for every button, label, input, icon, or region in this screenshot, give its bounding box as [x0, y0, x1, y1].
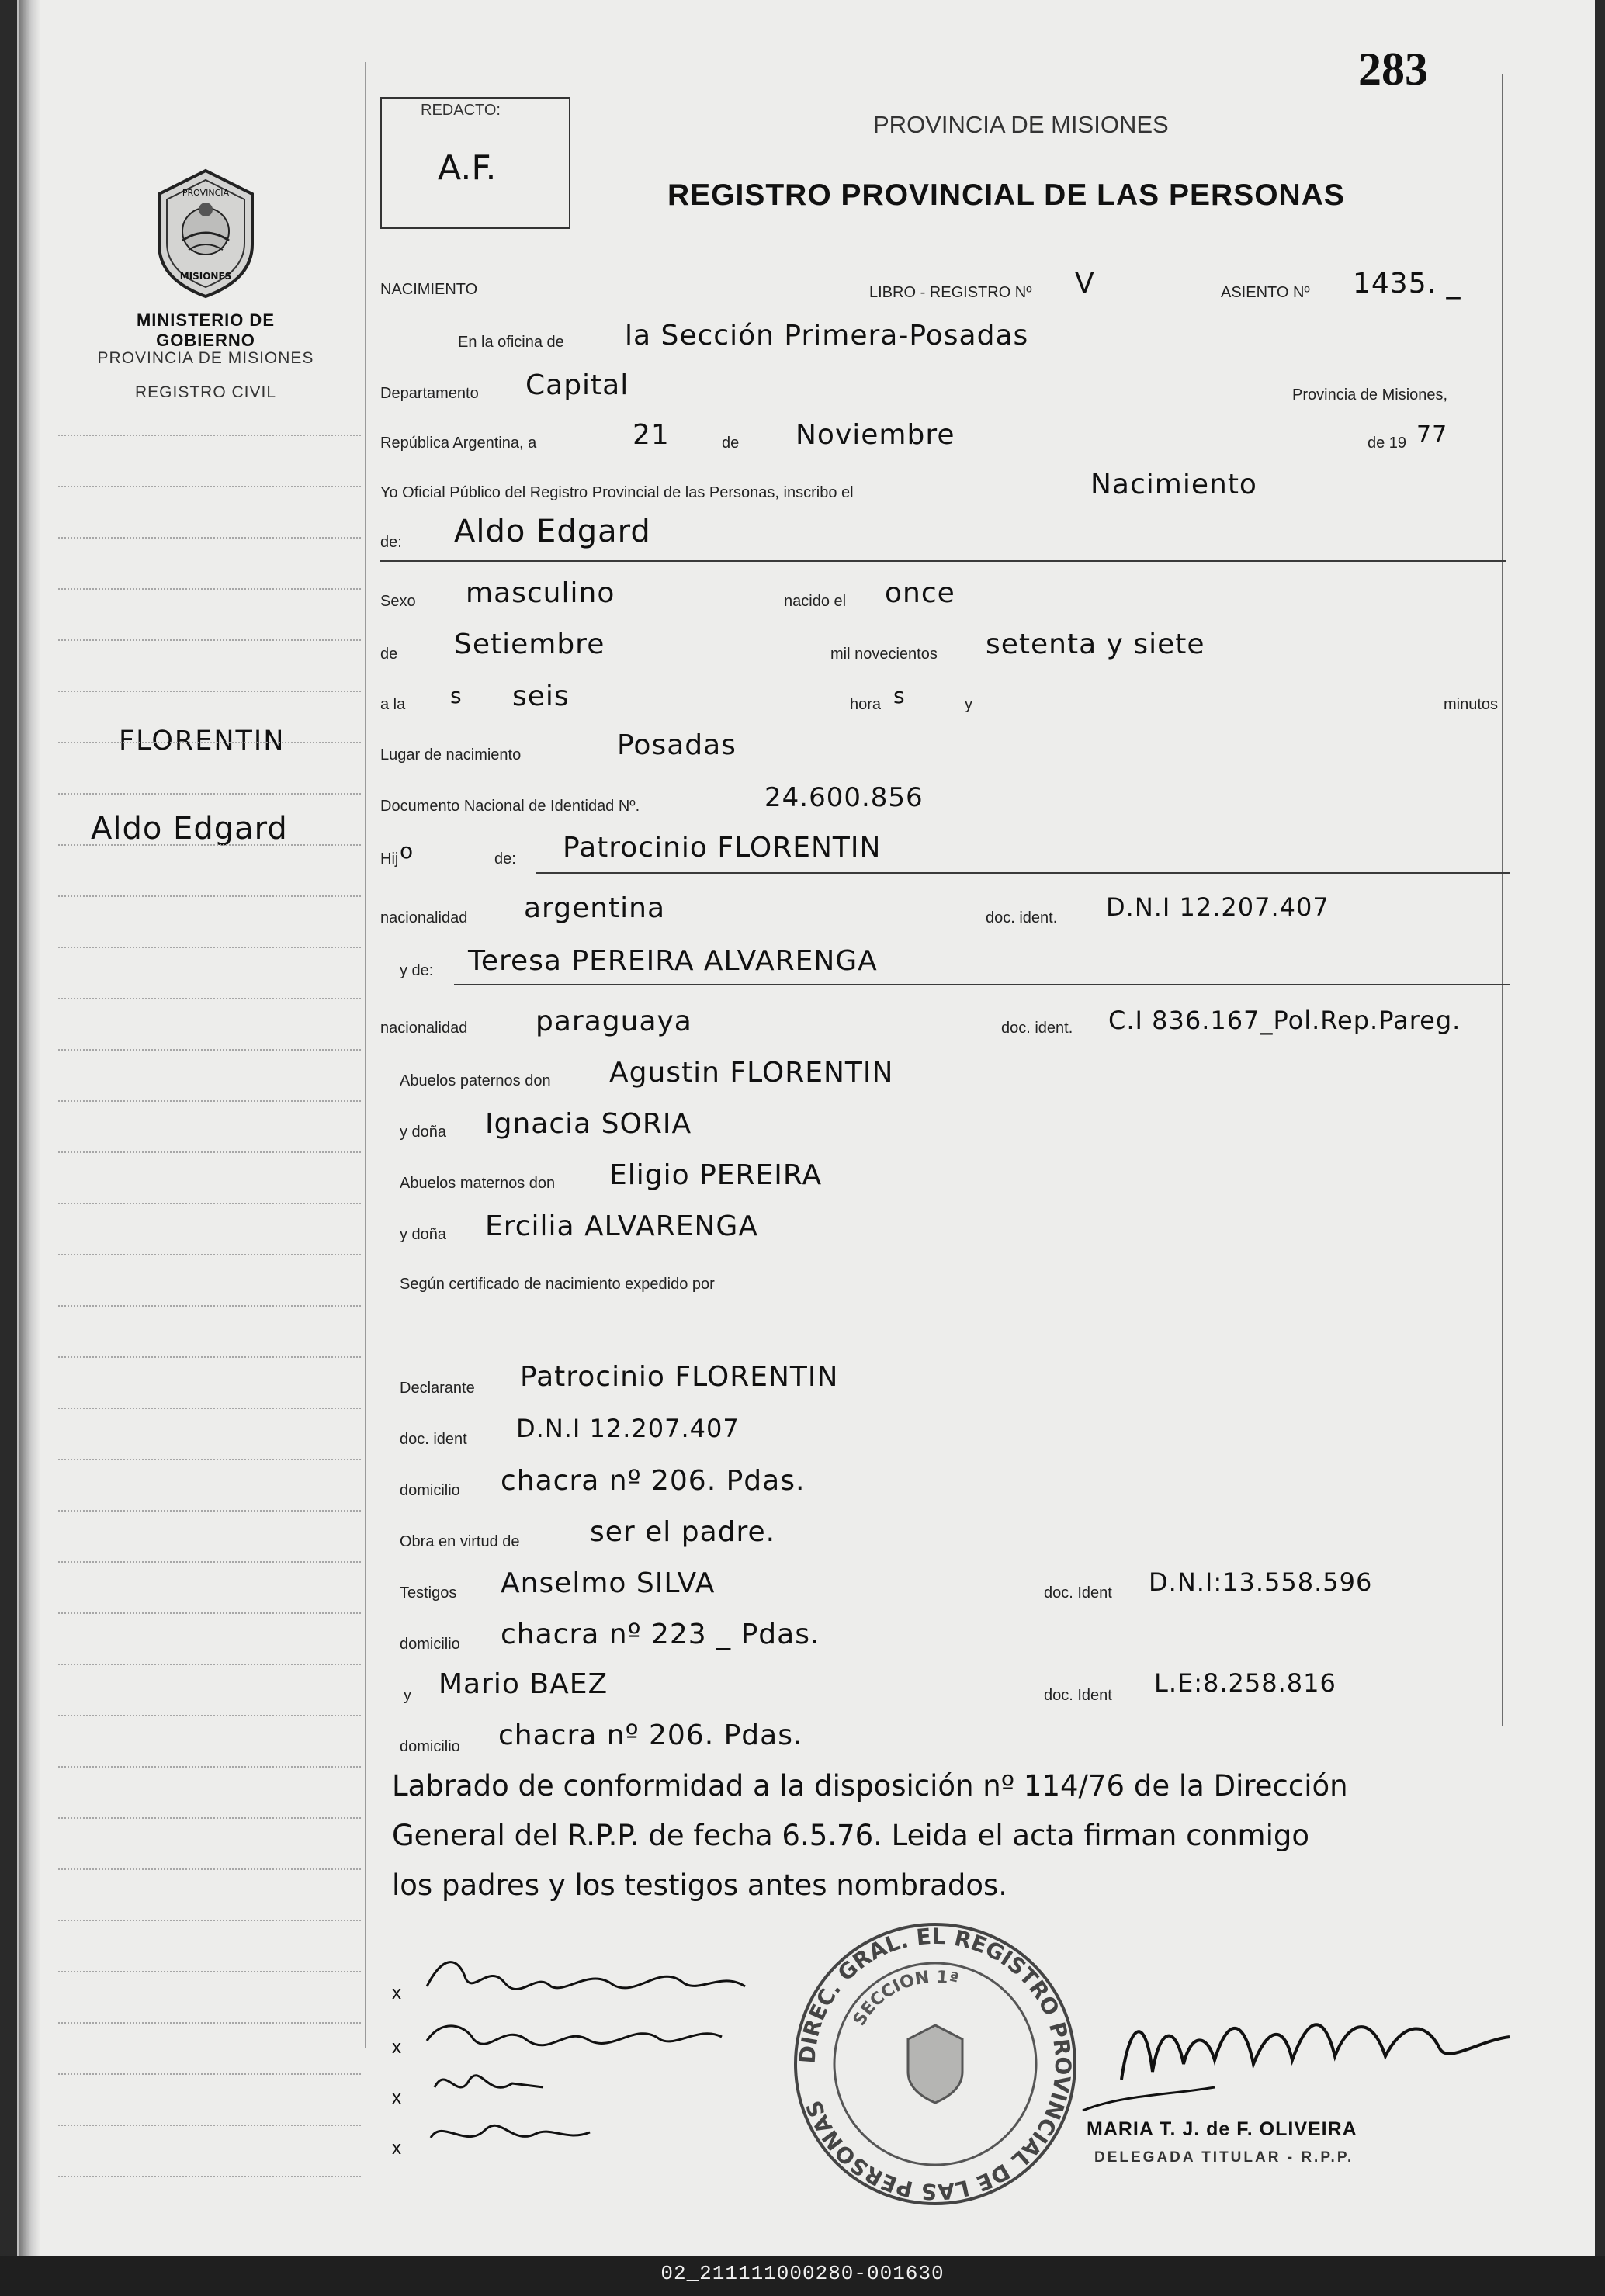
- testigo2-doc: L.E:8.258.816: [1154, 1668, 1336, 1698]
- father-nationality: argentina: [524, 892, 666, 924]
- obra-label: Obra en virtud de: [400, 1533, 520, 1550]
- svg-text:MISIONES: MISIONES: [179, 271, 232, 282]
- margin-rule-line: [58, 2022, 361, 2024]
- margin-rule-line: [58, 1561, 361, 1563]
- signature-mark: x: [392, 2037, 401, 2058]
- ministry-province: PROVINCIA DE MISIONES: [97, 349, 314, 367]
- sexo-value: masculino: [466, 577, 615, 609]
- certificado-label: Según certificado de nacimiento expedido por: [400, 1276, 715, 1293]
- margin-rule-line: [58, 2176, 361, 2177]
- note-line: Labrado de conformidad a la disposición nº 114/76 de la Dirección: [392, 1769, 1348, 1803]
- mother-nat-label: nacionalidad: [380, 1020, 468, 1037]
- declarante-dom-label: domicilio: [400, 1482, 460, 1499]
- margin-rule-line: [58, 1971, 361, 1972]
- sexo-label: Sexo: [380, 593, 416, 610]
- maternal-grandfather: Eligio PEREIRA: [609, 1159, 823, 1191]
- margin-rule-line: [58, 2073, 361, 2075]
- inscribo-label: Yo Oficial Público del Registro Provincial de las Personas, inscribo el: [380, 484, 854, 501]
- month-de-label: de: [380, 646, 398, 663]
- margin-surname: FLORENTIN: [119, 726, 286, 757]
- margin-given-name: Aldo Edgard: [91, 811, 288, 847]
- testigo1-dom-label: domicilio: [400, 1636, 460, 1653]
- testigo2-name: Mario BAEZ: [439, 1668, 608, 1700]
- nacido-value: once: [885, 577, 955, 609]
- registration-day: 21: [633, 419, 670, 451]
- margin-rule-line: [58, 1356, 361, 1358]
- asiento-value: 1435. _: [1353, 268, 1461, 300]
- right-vertical-rule: [1502, 74, 1503, 1726]
- margin-rule-line: [58, 1203, 361, 1204]
- redacto-label: REDACTO:: [421, 102, 501, 119]
- margin-rule-line: [58, 1664, 361, 1665]
- left-vertical-rule: [365, 62, 366, 2048]
- hijo-label: Hij: [380, 850, 399, 867]
- official-signature: [1075, 1979, 1541, 2134]
- signature-mark: x: [392, 1983, 401, 2003]
- margin-rule-line: [58, 639, 361, 641]
- mother-yde-label: y de:: [400, 962, 434, 979]
- republica-label: República Argentina, a: [380, 435, 537, 452]
- margin-rule-line: [58, 1408, 361, 1409]
- margin-rule-line: [58, 895, 361, 897]
- testigos-label: Testigos: [400, 1584, 457, 1602]
- alas-suffix: s: [450, 683, 463, 708]
- margin-rule-line: [58, 1151, 361, 1153]
- registration-month: Noviembre: [796, 419, 955, 451]
- margin-rule-line: [58, 1049, 361, 1051]
- rule: [380, 560, 1506, 562]
- mother-doc: C.I 836.167_Pol.Rep.Pareg.: [1108, 1006, 1461, 1035]
- margin-rule-line: [58, 1612, 361, 1614]
- de-label: de: [722, 435, 740, 452]
- province-title: PROVINCIA DE MISIONES: [873, 111, 1169, 138]
- margin-rule-line: [58, 998, 361, 999]
- person-name: Aldo Edgard: [454, 514, 651, 549]
- mil-label: mil novecientos: [830, 646, 938, 663]
- declarante-domicilio: chacra nº 206. Pdas.: [501, 1465, 806, 1497]
- horas-suffix: s: [893, 683, 906, 708]
- declarante-doc-label: doc. ident: [400, 1431, 467, 1448]
- y-label: y: [965, 696, 972, 713]
- margin-rule-line: [58, 435, 361, 436]
- declarante-doc: D.N.I 12.207.407: [516, 1414, 740, 1443]
- libro-label: LIBRO - REGISTRO Nº: [869, 284, 1032, 301]
- lugar-label: Lugar de nacimiento: [380, 746, 522, 764]
- abuelos-paternos-label: Abuelos paternos don: [400, 1072, 551, 1089]
- horas-label: hora: [850, 696, 882, 713]
- testigo1-domicilio: chacra nº 223 _ Pdas.: [501, 1619, 820, 1650]
- testigo2-y-label: y: [404, 1687, 411, 1704]
- margin-rule-line: [58, 1254, 361, 1255]
- scan-footer-id: 02_211111000280-001630: [660, 2262, 945, 2285]
- testigo2-doc-label: doc. Ident: [1044, 1687, 1112, 1704]
- note-line: General del R.P.P. de fecha 6.5.76. Leida el acta firman conmigo: [392, 1819, 1309, 1852]
- hijo-suffix: o: [400, 838, 414, 864]
- notes-block: [392, 1761, 1533, 1910]
- registration-year: 77: [1416, 421, 1448, 448]
- paternal-grandfather: Agustin FLORENTIN: [609, 1057, 894, 1089]
- signature-mark: x: [392, 2138, 401, 2159]
- margin-rule-line: [58, 844, 361, 846]
- margin-rule-line: [58, 1715, 361, 1716]
- svg-text:SECCION 1ª: SECCION 1ª: [849, 1967, 961, 2030]
- redacto-initials: A.F.: [438, 148, 497, 188]
- margin-rule-line: [58, 1100, 361, 1102]
- redacto-box: [380, 97, 570, 229]
- margin-rule-line: [58, 691, 361, 692]
- margin-rule-line: [58, 2125, 361, 2126]
- margin-rule-line: [58, 793, 361, 795]
- oficina-label: En la oficina de: [458, 334, 564, 351]
- witness-signatures: [411, 1948, 799, 2180]
- paternal-grandmother: Ignacia SORIA: [485, 1108, 692, 1140]
- libro-value: V: [1075, 268, 1095, 300]
- page-number: 283: [1358, 43, 1428, 95]
- person-de-label: de:: [380, 534, 402, 551]
- de-year-label: de 19: [1368, 435, 1407, 452]
- birth-month: Setiembre: [454, 629, 605, 660]
- father-doc: D.N.I 12.207.407: [1106, 892, 1329, 922]
- asiento-label: ASIENTO Nº: [1221, 284, 1310, 301]
- rule: [454, 984, 1510, 985]
- margin-rule-line: [58, 1868, 361, 1870]
- signature-mark: x: [392, 2087, 401, 2108]
- declarante-name: Patrocinio FLORENTIN: [520, 1361, 839, 1393]
- departamento-label: Departamento: [380, 385, 479, 402]
- abuelos-maternos-label: Abuelos maternos don: [400, 1175, 556, 1192]
- testigo1-name: Anselmo SILVA: [501, 1567, 716, 1599]
- margin-rule-line: [58, 486, 361, 487]
- margin-rule-line: [58, 588, 361, 590]
- provincia-label: Provincia de Misiones,: [1292, 386, 1448, 403]
- testigo1-doc-label: doc. Ident: [1044, 1584, 1112, 1602]
- registry-stamp: [788, 1917, 1083, 2211]
- ministry-title: MINISTERIO DE GOBIERNO: [136, 310, 275, 350]
- testigo2-domicilio: chacra nº 206. Pdas.: [498, 1719, 803, 1751]
- mother-nationality: paraguaya: [536, 1006, 692, 1037]
- margin-rule-line: [58, 1920, 361, 1921]
- margin-rule-line: [58, 1305, 361, 1307]
- svg-text:PROVINCIA: PROVINCIA: [182, 188, 230, 198]
- margin-rule-line: [58, 1510, 361, 1512]
- maternal-grandmother: Ercilia ALVARENGA: [485, 1210, 758, 1242]
- margin-rule-line: [58, 1817, 361, 1819]
- hijo-de-label: de:: [494, 850, 516, 867]
- alas-label: a la: [380, 696, 406, 713]
- margin-rule-line: [58, 1459, 361, 1460]
- ministry-office: REGISTRO CIVIL: [134, 383, 277, 401]
- margin-rule-line: [58, 537, 361, 539]
- testigo2-dom-label: domicilio: [400, 1738, 460, 1755]
- dona-paternal-label: y doña: [400, 1124, 447, 1141]
- official-title: DELEGADA TITULAR - R.P.P.: [1094, 2149, 1354, 2166]
- father-name: Patrocinio FLORENTIN: [563, 832, 882, 864]
- departamento-value: Capital: [525, 369, 629, 401]
- note-line: los padres y los testigos antes nombrados.: [392, 1868, 1008, 1902]
- margin-rule-line: [58, 742, 361, 743]
- birth-hours: seis: [512, 680, 570, 712]
- margin-rule-line: [58, 1766, 361, 1768]
- record-type-label: NACIMIENTO: [380, 281, 478, 298]
- provincial-emblem-icon: [136, 163, 276, 303]
- svg-text:DIREC. GRAL. EL REGISTRO PROVI: DIREC. GRAL. EL REGISTRO PROVINCIAL DE LAS PERSONAS: [794, 1923, 1076, 2205]
- father-nat-label: nacionalidad: [380, 909, 468, 926]
- official-name: MARIA T. J. de F. OLIVEIRA: [1087, 2118, 1357, 2140]
- dona-maternal-label: y doña: [400, 1226, 447, 1243]
- mother-doc-label: doc. ident.: [1001, 1020, 1073, 1037]
- dni-label: Documento Nacional de Identidad Nº.: [380, 798, 640, 815]
- margin-rule-line: [58, 947, 361, 948]
- obra-value: ser el padre.: [590, 1516, 776, 1548]
- testigo1-doc: D.N.I:13.558.596: [1149, 1567, 1373, 1597]
- lugar-value: Posadas: [617, 729, 737, 761]
- rule: [536, 872, 1510, 874]
- register-page: [17, 0, 1595, 2256]
- inscribo-value: Nacimiento: [1090, 469, 1257, 500]
- birth-year-words: setenta y siete: [986, 629, 1205, 660]
- father-doc-label: doc. ident.: [986, 909, 1058, 926]
- registry-title: REGISTRO PROVINCIAL DE LAS PERSONAS: [667, 178, 1345, 212]
- mother-name: Teresa PEREIRA ALVARENGA: [468, 945, 878, 977]
- oficina-value: la Sección Primera-Posadas: [625, 320, 1029, 351]
- dni-value: 24.600.856: [764, 782, 924, 813]
- declarante-label: Declarante: [400, 1380, 475, 1397]
- nacido-label: nacido el: [784, 593, 847, 610]
- minutos-label: minutos: [1444, 696, 1499, 713]
- margin-column: [19, 0, 361, 2256]
